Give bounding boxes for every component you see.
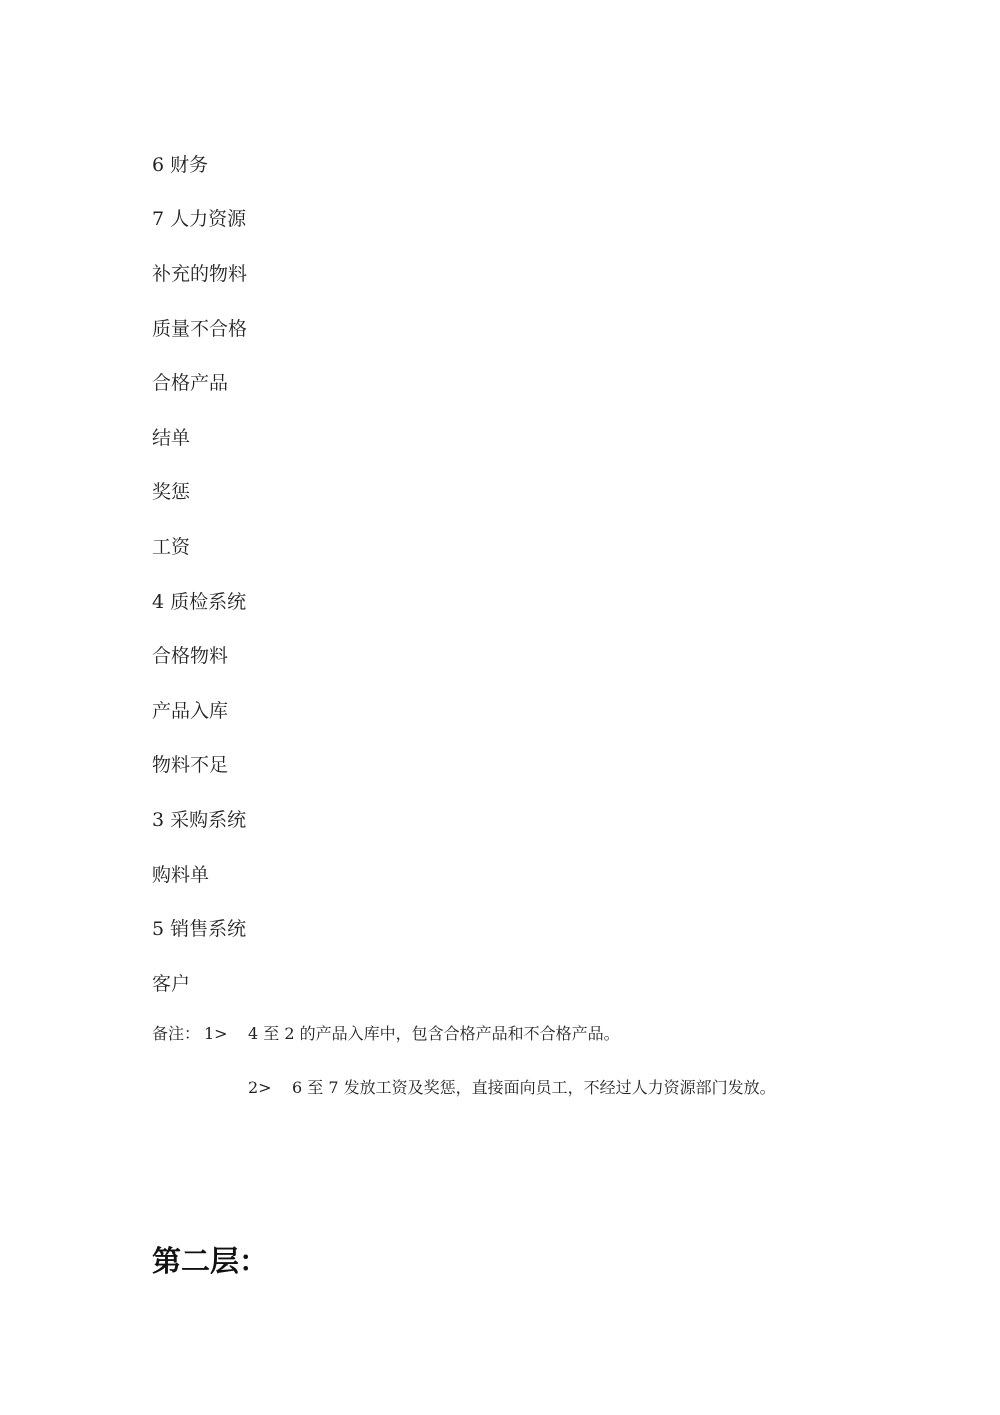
text-line-qualified-product: 合格产品: [152, 372, 229, 394]
text-line-salary: 工资: [152, 536, 191, 558]
text-line-finance: 6 财务: [152, 154, 209, 176]
text-line-purchase-order: 购料单: [152, 864, 210, 886]
notes-label: 备注：: [152, 1024, 201, 1043]
text-line-reward-penalty: 奖惩: [152, 481, 191, 503]
section-heading: 第二层：: [152, 1244, 269, 1278]
text-line-purchase-system: 3 采购系统: [152, 809, 247, 831]
text-line-material-shortage: 物料不足: [152, 754, 229, 776]
text-line-supplement-material: 补充的物料: [152, 263, 248, 285]
text-line-settlement: 结单: [152, 427, 191, 449]
text-line-hr: 7 人力资源: [152, 208, 247, 230]
text-line-qc-system: 4 质检系统: [152, 591, 247, 613]
text-line-customer: 客户: [152, 973, 191, 995]
note-1-marker: 1>: [204, 1024, 228, 1043]
note-2-text: 6 至 7 发放工资及奖惩，直接面向员工，不经过人力资源部门发放。: [292, 1078, 776, 1097]
note-1-text: 4 至 2 的产品入库中，包含合格产品和不合格产品。: [248, 1024, 620, 1043]
note-2-marker: 2>: [248, 1078, 272, 1097]
text-line-product-storage: 产品入库: [152, 700, 229, 722]
text-line-quality-fail: 质量不合格: [152, 318, 248, 340]
text-line-qualified-material: 合格物料: [152, 645, 229, 667]
text-line-sales-system: 5 销售系统: [152, 918, 247, 940]
